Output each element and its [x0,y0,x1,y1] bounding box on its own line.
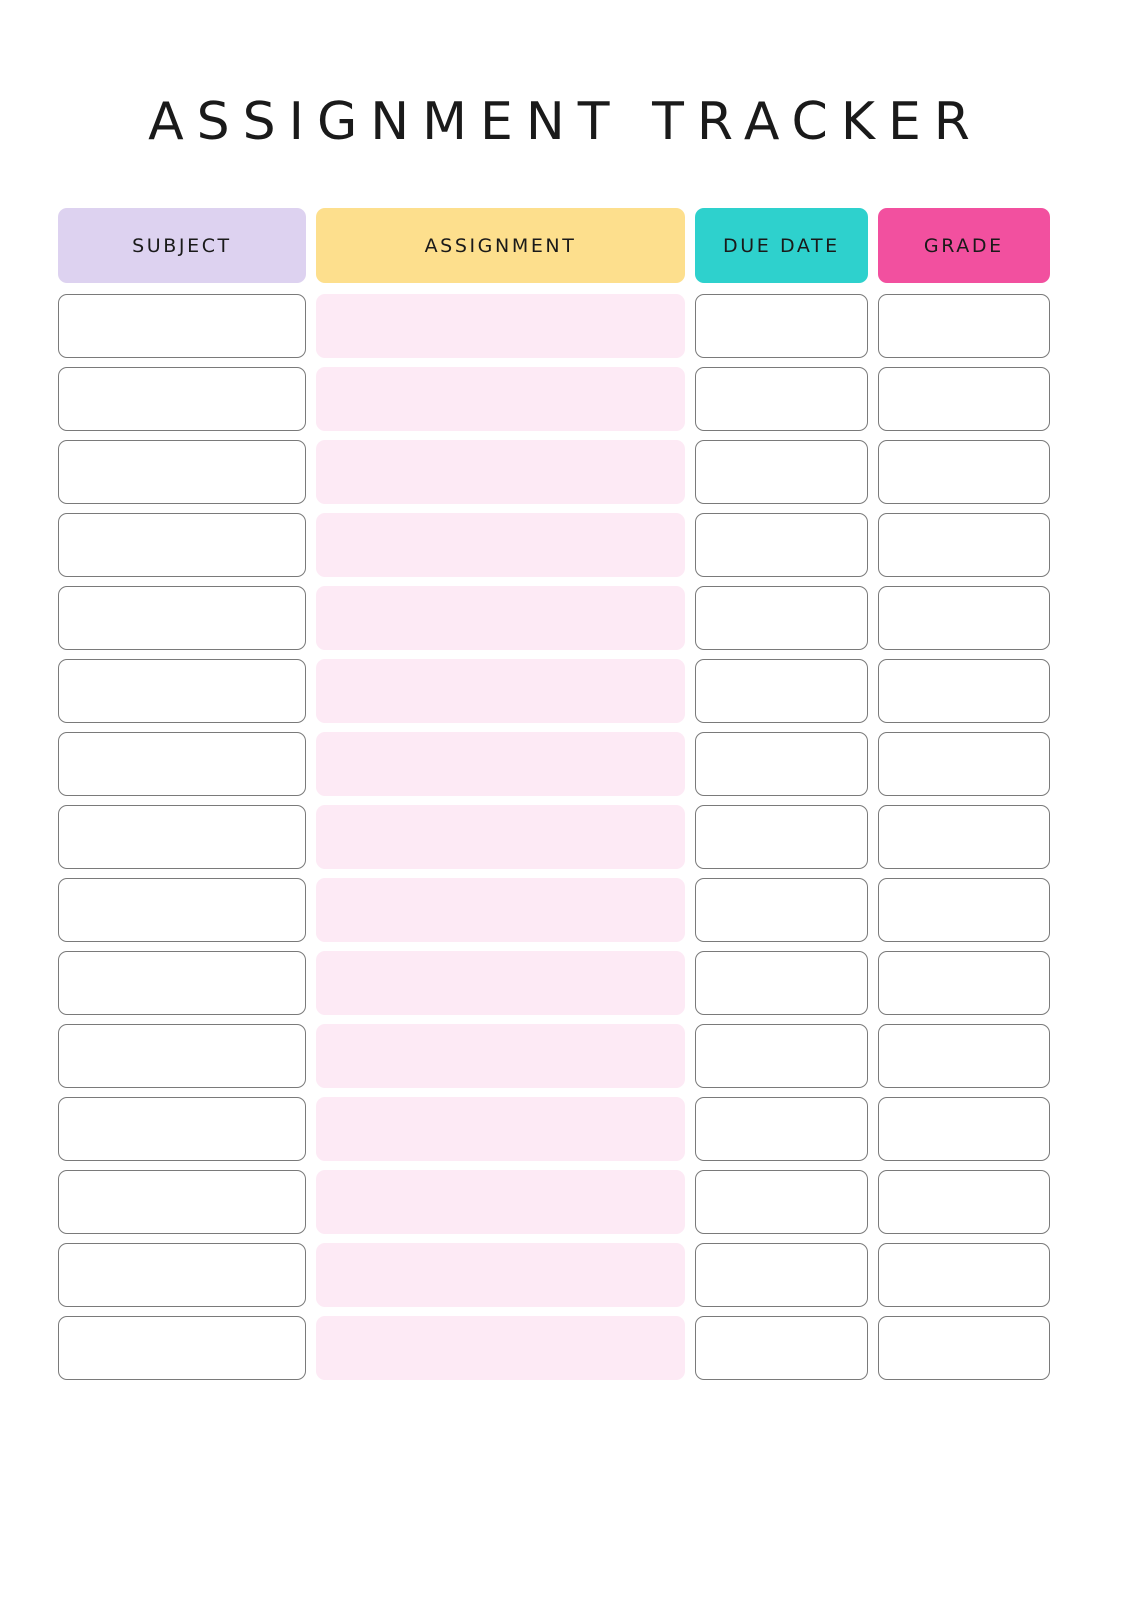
cell-subject[interactable] [58,1170,306,1234]
cell-due_date[interactable] [695,294,867,358]
cell-due_date[interactable] [695,732,867,796]
cell-subject[interactable] [58,732,306,796]
cell-assignment[interactable] [316,367,685,431]
cell-due_date[interactable] [695,513,867,577]
cell-subject[interactable] [58,1316,306,1380]
cell-grade[interactable] [878,1024,1050,1088]
cell-subject[interactable] [58,805,306,869]
cell-assignment[interactable] [316,440,685,504]
column-header-subject: SUBJECT [58,208,306,283]
cell-grade[interactable] [878,513,1050,577]
table-row [58,367,1050,431]
cell-subject[interactable] [58,878,306,942]
table-row [58,951,1050,1015]
cell-grade[interactable] [878,440,1050,504]
cell-assignment[interactable] [316,294,685,358]
cell-grade[interactable] [878,805,1050,869]
cell-subject[interactable] [58,586,306,650]
cell-due_date[interactable] [695,951,867,1015]
cell-subject[interactable] [58,440,306,504]
cell-assignment[interactable] [316,878,685,942]
cell-grade[interactable] [878,1097,1050,1161]
column-header-grade: GRADE [878,208,1050,283]
table-row [58,1097,1050,1161]
cell-assignment[interactable] [316,659,685,723]
table-row [58,805,1050,869]
table-header-row [58,208,1050,283]
cell-assignment[interactable] [316,586,685,650]
cell-subject[interactable] [58,951,306,1015]
table-row [58,659,1050,723]
cell-due_date[interactable] [695,659,867,723]
column-header-due-date: DUE DATE [695,208,867,283]
table-row [58,878,1050,942]
cell-due_date[interactable] [695,1316,867,1380]
cell-assignment[interactable] [316,732,685,796]
cell-grade[interactable] [878,586,1050,650]
table-body [58,294,1050,1380]
table-row [58,513,1050,577]
table-row [58,294,1050,358]
cell-grade[interactable] [878,1170,1050,1234]
cell-due_date[interactable] [695,440,867,504]
cell-due_date[interactable] [695,586,867,650]
cell-grade[interactable] [878,659,1050,723]
table-row [58,1316,1050,1380]
table-row [58,1170,1050,1234]
cell-assignment[interactable] [316,513,685,577]
table-row [58,1024,1050,1088]
cell-due_date[interactable] [695,1024,867,1088]
cell-due_date[interactable] [695,805,867,869]
cell-assignment[interactable] [316,1024,685,1088]
table-row [58,1243,1050,1307]
cell-subject[interactable] [58,367,306,431]
cell-due_date[interactable] [695,1170,867,1234]
assignment-table [58,208,1050,1389]
table-row [58,440,1050,504]
cell-subject[interactable] [58,1243,306,1307]
cell-subject[interactable] [58,294,306,358]
cell-assignment[interactable] [316,805,685,869]
cell-grade[interactable] [878,951,1050,1015]
cell-assignment[interactable] [316,1316,685,1380]
cell-assignment[interactable] [316,1097,685,1161]
cell-assignment[interactable] [316,1170,685,1234]
cell-due_date[interactable] [695,878,867,942]
cell-due_date[interactable] [695,1243,867,1307]
cell-subject[interactable] [58,659,306,723]
cell-grade[interactable] [878,732,1050,796]
table-row [58,732,1050,796]
cell-due_date[interactable] [695,367,867,431]
cell-grade[interactable] [878,367,1050,431]
cell-due_date[interactable] [695,1097,867,1161]
cell-subject[interactable] [58,1097,306,1161]
cell-grade[interactable] [878,1243,1050,1307]
cell-grade[interactable] [878,878,1050,942]
cell-subject[interactable] [58,1024,306,1088]
table-row [58,586,1050,650]
cell-assignment[interactable] [316,951,685,1015]
cell-grade[interactable] [878,1316,1050,1380]
cell-subject[interactable] [58,513,306,577]
page-title: ASSIGNMENT TRACKER [148,92,983,152]
cell-grade[interactable] [878,294,1050,358]
column-header-assignment: ASSIGNMENT [316,208,685,283]
cell-assignment[interactable] [316,1243,685,1307]
